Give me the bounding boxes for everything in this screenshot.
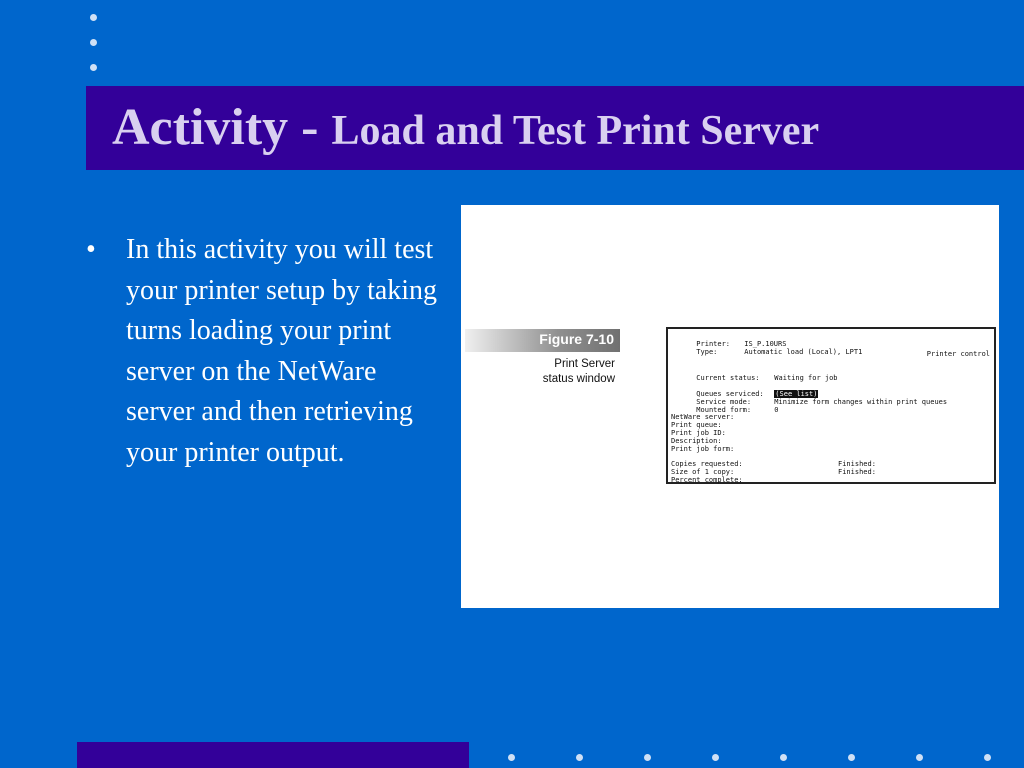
decorative-dot	[576, 754, 583, 761]
printer-value: IS_P.10URS	[744, 340, 787, 349]
mounted-form-value: 0	[774, 406, 779, 415]
figure-panel	[461, 205, 999, 608]
type-label: Type:	[696, 348, 718, 357]
decorative-dot	[984, 754, 991, 761]
type-value: Automatic load (Local), LPT1	[744, 348, 863, 357]
decorative-dot	[90, 39, 97, 46]
printer-label: Printer:	[696, 340, 731, 349]
print-server-status-window	[666, 327, 996, 484]
size-of-copy-label: Size of 1 copy:	[671, 468, 735, 476]
decorative-dots-bottom	[508, 754, 1008, 764]
decorative-dot	[780, 754, 787, 761]
bullet-symbol: •	[86, 234, 96, 265]
description-label: Description:	[671, 437, 722, 445]
service-mode-value: Minimize form changes within print queues	[774, 398, 948, 407]
decorative-dot	[916, 754, 923, 761]
slide-title-main: Activity -	[112, 99, 332, 156]
finished-label: Finished:	[838, 468, 876, 476]
decorative-dot	[90, 14, 97, 21]
bottom-bar	[77, 742, 469, 768]
current-status-value: Waiting for job	[774, 374, 838, 383]
decorative-dot	[712, 754, 719, 761]
print-queue-label: Print queue:	[671, 421, 722, 429]
decorative-dot	[508, 754, 515, 761]
figure-label: Figure 7-10	[539, 331, 614, 347]
print-job-id-label: Print job ID:	[671, 429, 726, 437]
window-title: Printer control	[926, 350, 990, 358]
figure-caption	[465, 357, 615, 387]
slide-title-subtitle: Load and Test Print Server	[331, 108, 820, 154]
decorative-dot	[848, 754, 855, 761]
print-job-form-label: Print job form:	[671, 445, 735, 453]
type-row	[671, 340, 862, 364]
decorative-dot	[90, 64, 97, 71]
netware-server-label: NetWare server:	[671, 413, 735, 421]
figure-caption-line: status window	[542, 373, 615, 385]
queues-label: Queues serviced:	[696, 390, 764, 399]
queues-value: (See list)	[775, 390, 818, 399]
percent-complete-label: Percent complete:	[671, 476, 743, 484]
finished-label: Finished:	[838, 460, 876, 468]
figure-label-bar	[465, 329, 620, 352]
decorative-dot	[644, 754, 651, 761]
bullet-text: In this activity you will test your printer setup by taking turns loading your print server on the NetWare server and then retrieving your printer output.	[126, 234, 438, 468]
decorative-dots-top-left	[88, 10, 100, 74]
mounted-form-label: Mounted form:	[696, 406, 752, 415]
figure-caption-line: Print Server	[554, 358, 615, 370]
current-status-label: Current status:	[696, 374, 760, 383]
copies-requested-label: Copies requested:	[671, 460, 743, 468]
slide-title	[112, 98, 819, 157]
service-mode-label: Service mode:	[696, 398, 752, 407]
